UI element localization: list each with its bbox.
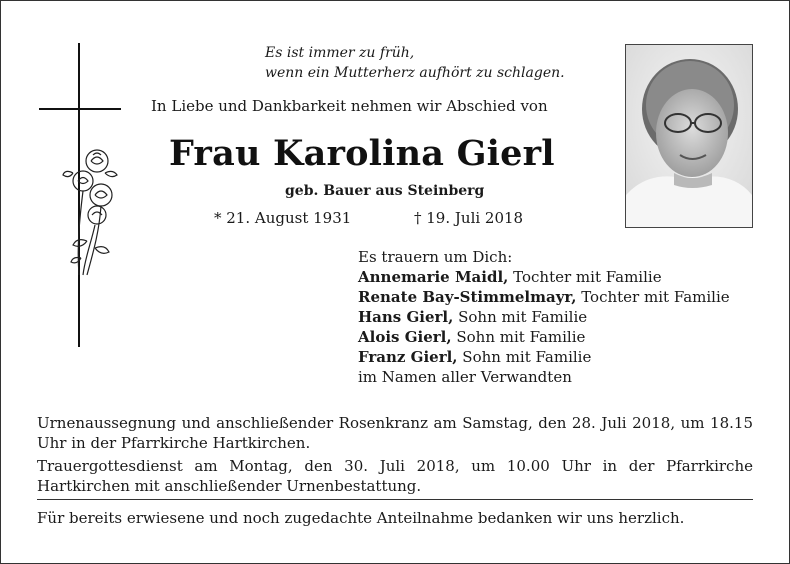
portrait-image <box>626 45 752 227</box>
birth-date: * 21. August 1931 <box>214 209 352 227</box>
mourner-relation: Sohn mit Familie <box>451 328 586 346</box>
mourner-name: Franz Gierl, <box>358 348 458 366</box>
mourner-name: Annemarie Maidl, <box>358 268 509 286</box>
thanks-text: Für bereits erwiesene und noch zugedachte Anteilnahme bedanken wir uns herzlich. <box>37 509 685 527</box>
mourner-row <box>358 327 730 347</box>
death-date: † 19. Juli 2018 <box>414 209 524 227</box>
urn-service-text: Urnenaussegnung und anschließender Rosenkranz am Samstag, den 28. Juli 2018, um 18.15 Uhr in der Pfarrkirche Hartkirchen. <box>37 414 753 452</box>
portrait-photo <box>625 44 753 228</box>
mourner-row <box>358 307 730 327</box>
mourner-relation: Sohn mit Familie <box>457 348 592 366</box>
quote-line-1: Es ist immer zu früh, <box>265 45 415 61</box>
cross-with-roses-icon <box>39 43 159 347</box>
birth-name: geb. Bauer aus Steinberg <box>285 183 485 199</box>
mourner-name: Hans Gierl, <box>358 308 454 326</box>
mourner-row <box>358 347 730 367</box>
mourner-name: Alois Gierl, <box>358 328 452 346</box>
mourner-relation: Tochter mit Familie <box>508 268 662 286</box>
deceased-name: Frau Karolina Gierl <box>169 133 555 174</box>
mourner-row <box>358 267 730 287</box>
mourner-relation: Tochter mit Familie <box>576 288 730 306</box>
mourner-name: Renate Bay-Stimmelmayr, <box>358 288 577 306</box>
mourners-list <box>358 247 730 387</box>
mourners-heading: Es trauern um Dich: <box>358 248 513 266</box>
memorial-quote <box>265 43 565 83</box>
mourner-relation: Sohn mit Familie <box>453 308 588 326</box>
intro-text: In Liebe und Dankbarkeit nehmen wir Abschied von <box>151 97 548 115</box>
mourner-row <box>358 287 730 307</box>
mass-service-text: Trauergottesdienst am Montag, den 30. Juli 2018, um 10.00 Uhr in der Pfarrkirche Hartkirchen mit anschließender Urnenbestattung. <box>37 457 753 495</box>
mourners-closing: im Namen aller Verwandten <box>358 368 572 386</box>
quote-line-2: wenn ein Mutterherz aufhört zu schlagen. <box>265 65 565 81</box>
divider <box>37 499 753 500</box>
